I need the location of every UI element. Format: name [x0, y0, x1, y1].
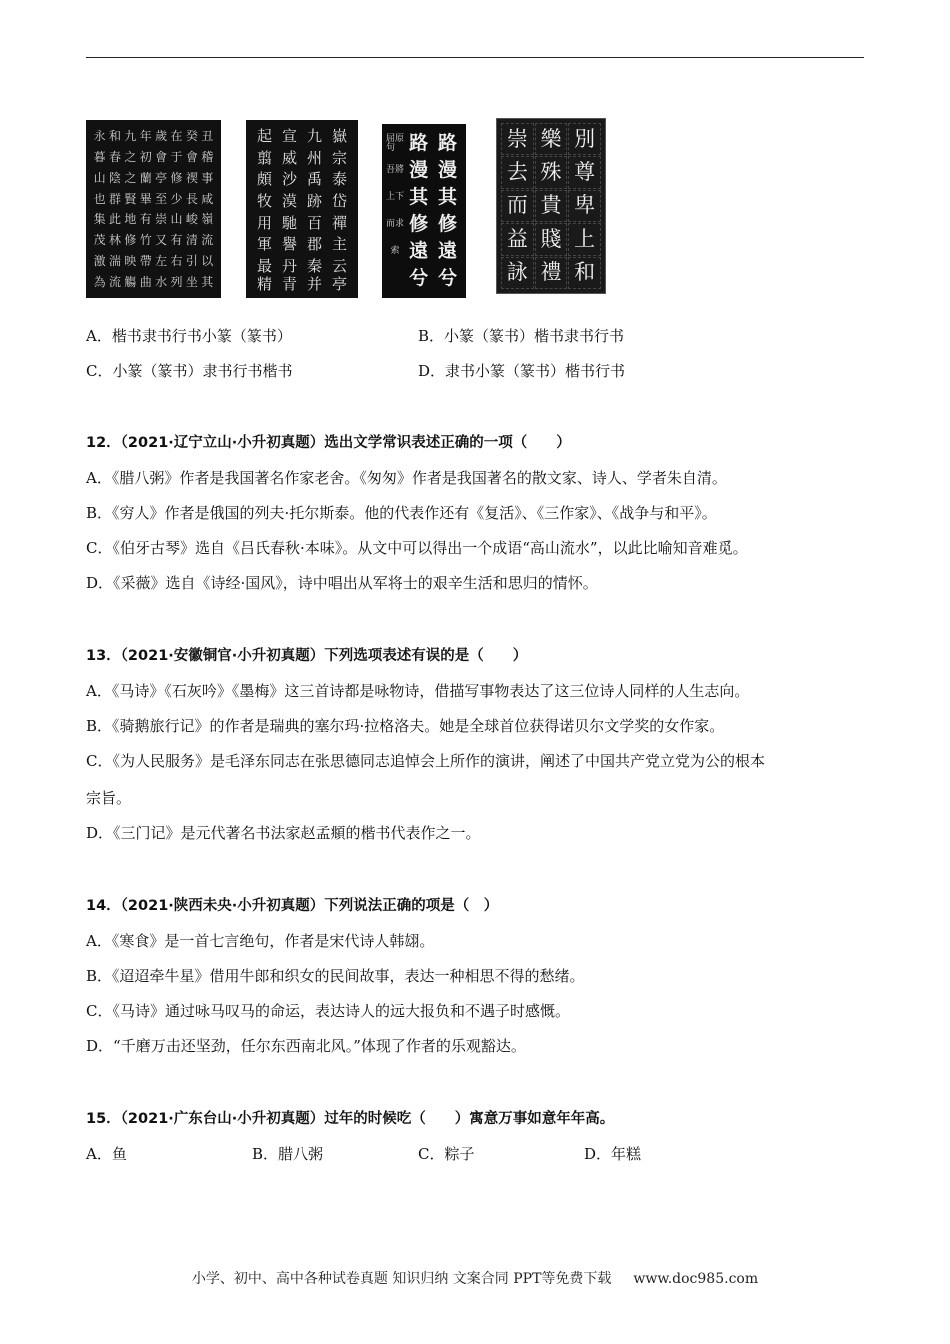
calligraphy-glyph: 峻: [185, 212, 198, 227]
calligraphy-glyph: 路: [438, 132, 458, 154]
q12-option-a: A．《腊八粥》作者是我国著名作家老舍。《匆匆》作者是我国著名的散文家、诗人、学者朱自清。: [86, 469, 727, 487]
calligraphy-glyph: 禪: [331, 213, 347, 232]
calligraphy-glyph: 至: [155, 191, 168, 206]
calligraphy-glyph: 漠: [281, 191, 297, 210]
calligraphy-glyph: 其: [409, 186, 429, 208]
calligraphy-glyph: 最: [256, 256, 272, 275]
calligraphy-glyph: 威: [281, 148, 297, 167]
calligraphy-image-seal-script: [86, 120, 221, 298]
calligraphy-glyph: 暮: [93, 150, 106, 165]
calligraphy-glyph: 泰: [331, 170, 347, 189]
calligraphy-glyph: 青: [281, 274, 297, 293]
calligraphy-glyph: 賤: [535, 223, 568, 255]
calligraphy-glyph: 蘭: [139, 170, 152, 185]
calligraphy-glyph: 遠: [438, 240, 458, 262]
q11-option-d: D．隶书小篆（篆书）楷书行书: [418, 362, 626, 380]
calligraphy-glyph: 宗: [331, 148, 347, 167]
calligraphy-glyph: 用: [256, 213, 272, 232]
calligraphy-glyph: 譽: [281, 235, 297, 254]
calligraphy-glyph: 流: [201, 233, 214, 248]
header-rule: [86, 57, 864, 58]
calligraphy-glyph: 咸: [201, 191, 214, 206]
calligraphy-glyph: 山: [93, 170, 106, 185]
calligraphy-glyph: 流: [109, 274, 122, 289]
calligraphy-glyph: 主: [331, 235, 347, 254]
calligraphy-glyph: 激: [93, 253, 106, 268]
calligraphy-glyph: 郡: [306, 235, 322, 254]
calligraphy-glyph: 左: [155, 253, 168, 268]
calligraphy-glyph: 帶: [139, 253, 152, 268]
calligraphy-glyph: 別: [568, 123, 601, 155]
q13-option-b: B．《骑鹅旅行记》的作者是瑞典的塞尔玛·拉格洛夫。她是全球首位获得诺贝尔文学奖的女作家。: [86, 717, 725, 735]
calligraphy-glyph: 詠: [501, 257, 534, 289]
calligraphy-glyph: 州: [306, 148, 322, 167]
calligraphy-glyph: 竹: [139, 233, 152, 248]
calligraphy-glyph: 精: [256, 274, 272, 293]
q12-stem: 12．（2021·辽宁立山·小升初真题）选出文学常识表述正确的一项（ ）: [86, 435, 571, 451]
calligraphy-glyph: 嶺: [201, 212, 214, 227]
calligraphy-glyph: 也: [93, 191, 106, 206]
calligraphy-glyph: 樂: [535, 123, 568, 155]
calligraphy-glyph: 地: [124, 212, 137, 227]
calligraphy-glyph: 丹: [281, 256, 297, 275]
calligraphy-image-regular-script: [496, 118, 606, 294]
calligraphy-glyph: 稽: [201, 150, 214, 165]
calligraphy-glyph: 水: [155, 274, 168, 289]
q12-option-d: D．《采薇》选自《诗经·国风》，诗中唱出从军将士的艰辛生活和思归的情怀。: [86, 574, 598, 592]
calligraphy-glyph: 為: [93, 274, 106, 289]
calligraphy-glyph: 林: [109, 233, 122, 248]
calligraphy-glyph: 兮: [438, 267, 458, 289]
calligraphy-glyph: 癸: [185, 129, 198, 144]
calligraphy-glyph: 群: [109, 191, 122, 206]
q14-option-d: D．“千磨万击还坚劲，任尔东西南北风。”体现了作者的乐观豁达。: [86, 1037, 526, 1055]
calligraphy-glyph: 在: [170, 129, 183, 144]
calligraphy-glyph: 軍: [256, 235, 272, 254]
calligraphy-glyph: 屈原句: [386, 133, 405, 153]
calligraphy-glyph: 索: [390, 246, 400, 256]
calligraphy-glyph: 九: [306, 127, 322, 146]
calligraphy-glyph: 馳: [281, 213, 297, 232]
calligraphy-glyph: 此: [109, 212, 122, 227]
calligraphy-glyph: 和: [568, 257, 601, 289]
calligraphy-glyph: 會: [185, 150, 198, 165]
calligraphy-glyph: 坐: [185, 274, 198, 289]
q13-stem: 13．（2021·安徽铜官·小升初真题）下列选项表述有误的是（ ）: [86, 648, 528, 664]
calligraphy-glyph: 起: [256, 127, 272, 146]
calligraphy-glyph: 宣: [281, 127, 297, 146]
q14-option-b: B．《迢迢牵牛星》借用牛郎和织女的民间故事，表达一种相思不得的愁绪。: [86, 967, 585, 985]
calligraphy-glyph: 而求: [386, 219, 405, 229]
calligraphy-glyph: 禊: [185, 170, 198, 185]
calligraphy-glyph: 尊: [568, 156, 601, 188]
calligraphy-glyph: 嶽: [331, 127, 347, 146]
calligraphy-image-clerical-script: [246, 120, 358, 298]
q15-option-b: B．腊八粥: [252, 1145, 324, 1163]
calligraphy-glyph: 吾將: [386, 165, 405, 175]
calligraphy-glyph: 清: [185, 233, 198, 248]
calligraphy-glyph: 百: [306, 213, 322, 232]
calligraphy-glyph: 禹: [306, 170, 322, 189]
calligraphy-glyph: 之: [124, 150, 137, 165]
calligraphy-glyph: 歲: [155, 129, 168, 144]
calligraphy-glyph: 其: [438, 186, 458, 208]
calligraphy-glyph: 其: [201, 274, 214, 289]
calligraphy-glyph: 賢: [124, 191, 137, 206]
q14-option-a: A．《寒食》是一首七言绝句，作者是宋代诗人韩翃。: [86, 932, 435, 950]
calligraphy-glyph: 殊: [535, 156, 568, 188]
q15-option-a: A．鱼: [86, 1145, 127, 1163]
calligraphy-glyph: 漫: [438, 159, 458, 181]
calligraphy-glyph: 路: [409, 132, 429, 154]
q12-option-b: B．《穷人》作者是俄国的列夫·托尔斯泰。他的代表作还有《复活》、《三作家》、《战争与和平》。: [86, 504, 717, 522]
q13-option-a: A．《马诗》《石灰吟》《墨梅》这三首诗都是咏物诗，借描写事物表达了这三位诗人同样的人生志向。: [86, 682, 750, 700]
calligraphy-glyph: 事: [201, 170, 214, 185]
calligraphy-glyph: 于: [170, 150, 183, 165]
calligraphy-glyph: 岱: [331, 191, 347, 210]
calligraphy-glyph: 去: [501, 156, 534, 188]
calligraphy-glyph: 山: [170, 212, 183, 227]
calligraphy-glyph: 以: [201, 253, 214, 268]
q11-option-a: A．楷书隶书行书小篆（篆书）: [86, 327, 292, 345]
calligraphy-glyph: 崇: [501, 123, 534, 155]
calligraphy-glyph: 永: [93, 129, 106, 144]
calligraphy-glyph: 有: [139, 212, 152, 227]
calligraphy-glyph: 陰: [109, 170, 122, 185]
calligraphy-glyph: 茂: [93, 233, 106, 248]
q11-option-b: B．小篆（篆书）楷书隶书行书: [418, 327, 625, 345]
calligraphy-glyph: 秦: [306, 256, 322, 275]
calligraphy-glyph: 修: [409, 213, 429, 235]
calligraphy-glyph: 翦: [256, 148, 272, 167]
calligraphy-glyph: 又: [155, 233, 168, 248]
calligraphy-glyph: 頗: [256, 170, 272, 189]
calligraphy-glyph: 初: [139, 150, 152, 165]
calligraphy-glyph: 少: [170, 191, 183, 206]
calligraphy-glyph: 卑: [568, 190, 601, 222]
q15-option-c: C．粽子: [418, 1145, 475, 1163]
calligraphy-glyph: 引: [185, 253, 198, 268]
page-footer: [0, 1268, 950, 1288]
footer-url[interactable]: www.doc985.com: [633, 1271, 759, 1287]
calligraphy-glyph: 跡: [306, 191, 322, 210]
calligraphy-image-running-script: [382, 124, 466, 298]
calligraphy-glyph: 益: [501, 223, 534, 255]
q14-option-c: C．《马诗》通过咏马叹马的命运，表达诗人的远大报负和不遇子时感慨。: [86, 1002, 570, 1020]
calligraphy-glyph: 并: [306, 274, 322, 293]
calligraphy-glyph: 牧: [256, 191, 272, 210]
q14-stem: 14．（2021·陕西未央·小升初真题）下列说法正确的项是（ ）: [86, 898, 499, 914]
q13-option-d: D．《三门记》是元代著名书法家赵孟頫的楷书代表作之一。: [86, 824, 481, 842]
calligraphy-glyph: [386, 265, 404, 292]
calligraphy-glyph: 丑: [201, 129, 214, 144]
calligraphy-glyph: 有: [170, 233, 183, 248]
calligraphy-glyph: 亭: [331, 274, 347, 293]
calligraphy-glyph: 年: [139, 129, 152, 144]
calligraphy-glyph: 云: [331, 256, 347, 275]
calligraphy-glyph: 之: [124, 170, 137, 185]
calligraphy-glyph: 九: [124, 129, 137, 144]
q15-stem: 15．（2021·广东台山·小升初真题）过年的时候吃（ ）寓意万事如意年年高。: [86, 1111, 615, 1127]
calligraphy-glyph: 修: [124, 233, 137, 248]
calligraphy-glyph: 右: [170, 253, 183, 268]
calligraphy-glyph: 禮: [535, 257, 568, 289]
q12-option-c: C．《伯牙古琴》选自《吕氏春秋·本味》。从文中可以得出一个成语“高山流水”，以此比喻知音难觅。: [86, 539, 748, 557]
calligraphy-glyph: 春: [109, 150, 122, 165]
q13-option-c: C．《为人民服务》是毛泽东同志在张思德同志追悼会上所作的演讲，阐述了中国共产党立党为公的根本: [86, 752, 765, 770]
calligraphy-glyph: 和: [109, 129, 122, 144]
calligraphy-glyph: 曲: [139, 274, 152, 289]
calligraphy-glyph: 會: [155, 150, 168, 165]
calligraphy-glyph: 遠: [409, 240, 429, 262]
calligraphy-glyph: 沙: [281, 170, 297, 189]
calligraphy-glyph: 上: [568, 223, 601, 255]
calligraphy-glyph: 上下: [386, 192, 405, 202]
q11-option-c: C．小篆（篆书）隶书行书楷书: [86, 362, 293, 380]
calligraphy-glyph: 列: [170, 274, 183, 289]
calligraphy-glyph: 映: [124, 253, 137, 268]
calligraphy-glyph: 長: [185, 191, 198, 206]
calligraphy-glyph: 畢: [139, 191, 152, 206]
calligraphy-glyph: 而: [501, 190, 534, 222]
q13-option-c-continued: 宗旨。: [86, 789, 132, 807]
calligraphy-glyph: 亭: [155, 170, 168, 185]
calligraphy-glyph: 集: [93, 212, 106, 227]
calligraphy-glyph: 貴: [535, 190, 568, 222]
calligraphy-glyph: 崇: [155, 212, 168, 227]
calligraphy-glyph: 修: [170, 170, 183, 185]
footer-text: 小学、初中、高中各种试卷真题 知识归纳 文案合同 PPT等免费下载: [191, 1271, 612, 1287]
calligraphy-glyph: 修: [438, 213, 458, 235]
calligraphy-glyph: 兮: [409, 267, 429, 289]
q15-option-d: D．年糕: [584, 1145, 642, 1163]
calligraphy-glyph: 湍: [109, 253, 122, 268]
calligraphy-glyph: 觴: [124, 274, 137, 289]
calligraphy-glyph: 漫: [409, 159, 429, 181]
